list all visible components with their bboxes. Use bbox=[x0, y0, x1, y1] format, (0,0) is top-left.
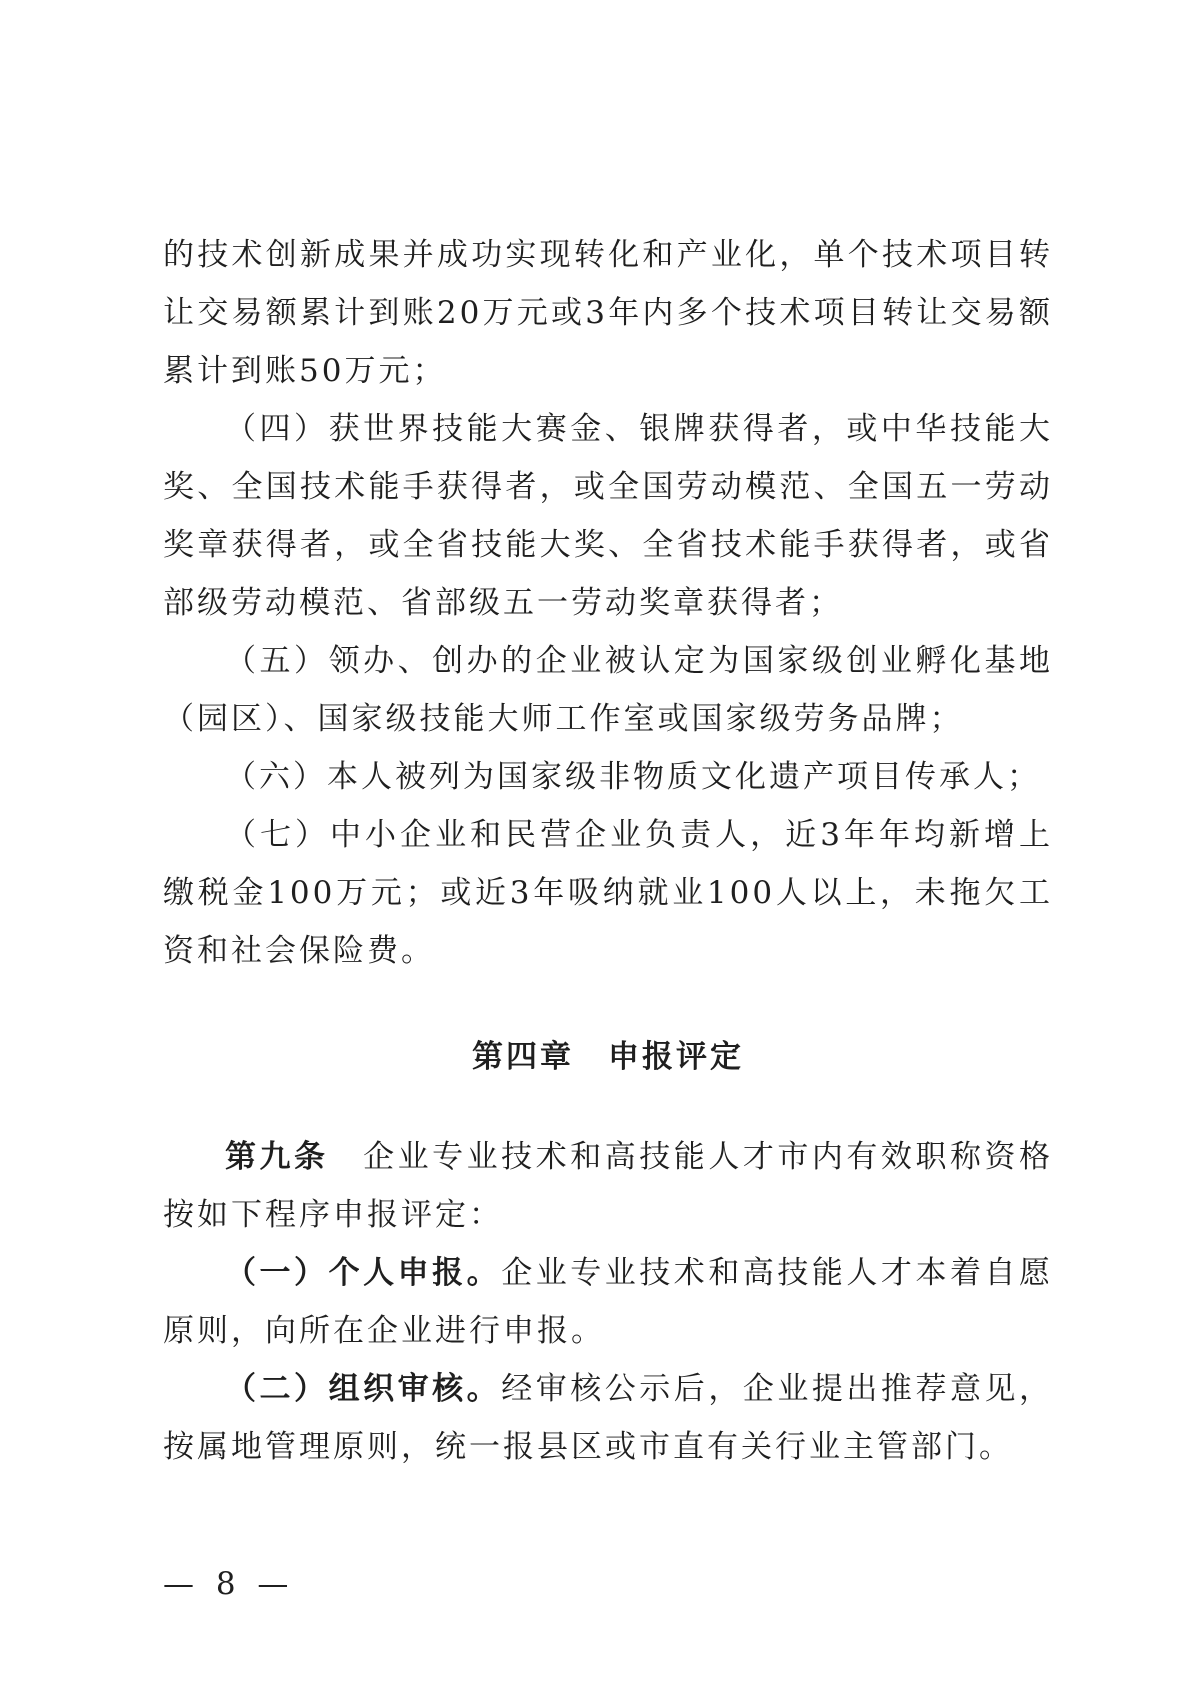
chapter-title: 申报评定 bbox=[608, 1039, 744, 1075]
document-body bbox=[163, 226, 1053, 1476]
chapter-number: 第四章 bbox=[472, 1039, 574, 1075]
paragraph-lead: （二）组织审核。 bbox=[225, 1371, 502, 1407]
paragraph-lead: （一）个人申报。 bbox=[225, 1255, 502, 1291]
paragraph bbox=[163, 632, 1053, 748]
paragraph-text: 企业专业技术和高技能人才本着自愿原则，向所在企业进行申报。 bbox=[163, 1255, 1054, 1349]
paragraph bbox=[163, 226, 1053, 400]
paragraph-text: （六）本人被列为国家级非物质文化遗产项目传承人； bbox=[225, 759, 1041, 795]
paragraph bbox=[163, 748, 1053, 806]
paragraph-text: 的技术创新成果并成功实现转化和产业化，单个技术项目转让交易额累计到账20万元或3年内多个技术项目转让交易额累计到账50万元； bbox=[163, 237, 1053, 389]
paragraph bbox=[163, 400, 1053, 632]
paragraph-text: （五）领办、创办的企业被认定为国家级创业孵化基地（园区）、国家级技能大师工作室或国家级劳务品牌； bbox=[163, 643, 1053, 737]
paragraph bbox=[163, 1244, 1053, 1360]
paragraph bbox=[163, 1128, 1053, 1244]
paragraph-text: （四）获世界技能大赛金、银牌获得者，或中华技能大奖、全国技术能手获得者，或全国劳动模范、全国五一劳动奖章获得者，或全省技能大奖、全省技术能手获得者，或省部级劳动模范、省部级五一劳动奖章获得者； bbox=[163, 411, 1053, 621]
paragraph-text: （七）中小企业和民营企业负责人，近3年年均新增上缴税金100万元；或近3年吸纳就业100人以上，未拖欠工资和社会保险费。 bbox=[163, 817, 1053, 969]
page-number: — 8 — bbox=[163, 1566, 295, 1602]
paragraph bbox=[163, 806, 1053, 980]
paragraph-text: 企业专业技术和高技能人才市内有效职称资格按如下程序申报评定： bbox=[163, 1139, 1054, 1233]
article-lead: 第九条 bbox=[225, 1139, 329, 1175]
chapter-heading bbox=[163, 1028, 1053, 1086]
paragraph bbox=[163, 1360, 1053, 1476]
paragraph-text: 经审核公示后，企业提出推荐意见，按属地管理原则，统一报县区或市直有关行业主管部门。 bbox=[163, 1371, 1054, 1465]
